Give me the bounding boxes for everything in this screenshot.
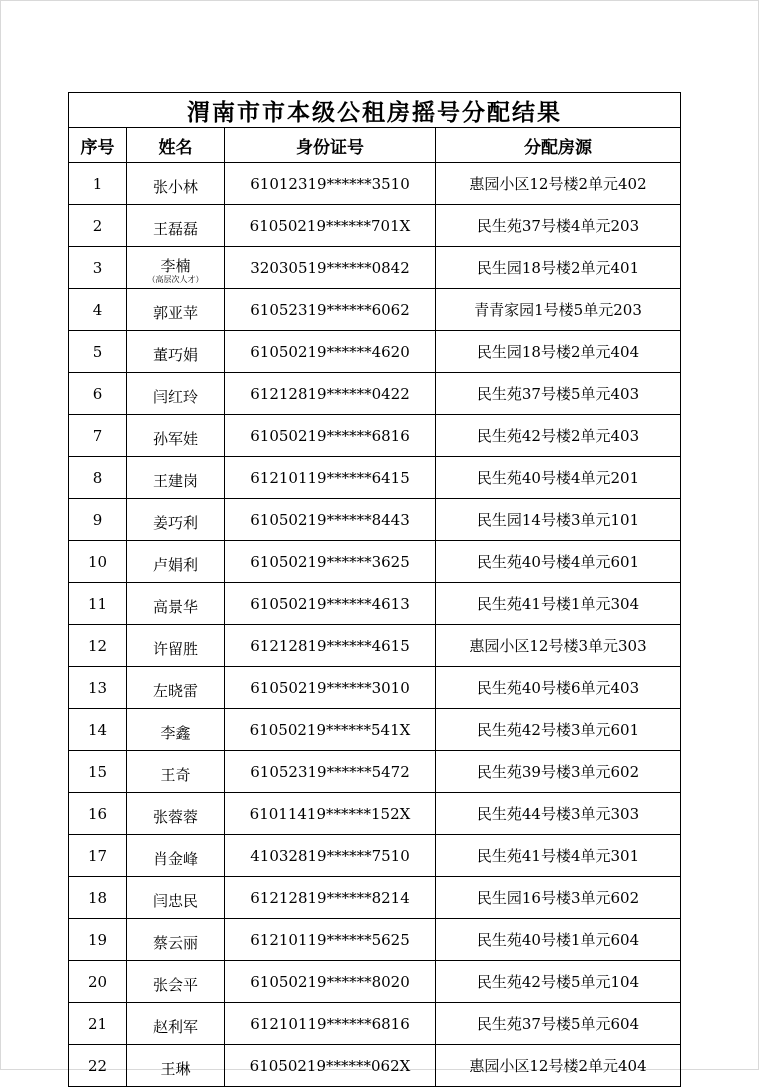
cell-house: 民生苑37号楼5单元403 (436, 373, 681, 415)
table-row (69, 583, 681, 625)
cell-seq: 12 (69, 625, 127, 667)
cell-id: 61050219******8020 (225, 961, 436, 1003)
header-house: 分配房源 (436, 128, 681, 163)
table-row (69, 331, 681, 373)
cell-id: 61050219******701X (225, 205, 436, 247)
cell-id: 61012319******3510 (225, 163, 436, 205)
table-row (69, 835, 681, 877)
cell-seq: 5 (69, 331, 127, 373)
name-note: （高层次人才） (147, 274, 204, 284)
table-row (69, 163, 681, 205)
name-text: 左晓雷 (152, 681, 198, 700)
cell-name (127, 331, 225, 373)
name-text: 肖金峰 (152, 849, 198, 868)
cell-name (127, 247, 225, 289)
cell-id: 32030519******0842 (225, 247, 436, 289)
cell-seq: 19 (69, 919, 127, 961)
cell-seq: 17 (69, 835, 127, 877)
cell-house: 惠园小区12号楼3单元303 (436, 625, 681, 667)
table-row (69, 247, 681, 289)
cell-name (127, 457, 225, 499)
name-text: 孙军娃 (152, 429, 198, 448)
cell-name (127, 541, 225, 583)
table-row (69, 793, 681, 835)
name-text: 赵利军 (152, 1017, 198, 1036)
name-text: 李楠 (160, 256, 191, 275)
cell-name (127, 373, 225, 415)
cell-house: 民生园18号楼2单元404 (436, 331, 681, 373)
table-row (69, 1045, 681, 1087)
cell-house: 民生苑42号楼5单元104 (436, 961, 681, 1003)
cell-seq: 10 (69, 541, 127, 583)
cell-id: 61050219******541X (225, 709, 436, 751)
cell-seq: 14 (69, 709, 127, 751)
table-row (69, 625, 681, 667)
cell-name (127, 1003, 225, 1045)
cell-name (127, 415, 225, 457)
cell-house: 民生苑42号楼2单元403 (436, 415, 681, 457)
table-row (69, 415, 681, 457)
cell-id: 61050219******4620 (225, 331, 436, 373)
table-row (69, 373, 681, 415)
name-text: 王奇 (160, 765, 191, 784)
cell-id: 61212819******8214 (225, 877, 436, 919)
cell-house: 民生苑44号楼3单元303 (436, 793, 681, 835)
cell-name (127, 625, 225, 667)
cell-name (127, 163, 225, 205)
cell-id: 61050219******3010 (225, 667, 436, 709)
cell-name (127, 583, 225, 625)
cell-house: 民生苑41号楼4单元301 (436, 835, 681, 877)
cell-id: 61050219******4613 (225, 583, 436, 625)
cell-name (127, 499, 225, 541)
cell-house: 惠园小区12号楼2单元402 (436, 163, 681, 205)
table-row (69, 499, 681, 541)
table-title: 渭南市市本级公租房摇号分配结果 (69, 93, 681, 128)
cell-house: 民生苑40号楼6单元403 (436, 667, 681, 709)
cell-id: 61011419******152X (225, 793, 436, 835)
table-row (69, 751, 681, 793)
name-text: 王建岗 (152, 471, 198, 490)
name-text: 张小林 (152, 177, 198, 196)
cell-name (127, 919, 225, 961)
allocation-table (68, 92, 681, 1087)
name-text: 张会平 (152, 975, 198, 994)
cell-seq: 9 (69, 499, 127, 541)
table-row (69, 877, 681, 919)
table-row (69, 1003, 681, 1045)
cell-id: 61050219******6816 (225, 415, 436, 457)
cell-id: 61052319******6062 (225, 289, 436, 331)
name-text: 高景华 (152, 597, 198, 616)
cell-seq: 3 (69, 247, 127, 289)
cell-name (127, 961, 225, 1003)
cell-id: 61210119******6415 (225, 457, 436, 499)
table-row (69, 205, 681, 247)
table-row (69, 457, 681, 499)
cell-house: 民生苑40号楼1单元604 (436, 919, 681, 961)
cell-house: 民生苑42号楼3单元601 (436, 709, 681, 751)
name-text: 郭亚苹 (152, 303, 198, 322)
cell-name (127, 667, 225, 709)
name-text: 王磊磊 (152, 219, 198, 238)
table-row (69, 709, 681, 751)
name-text: 姜巧利 (152, 513, 198, 532)
cell-id: 61050219******3625 (225, 541, 436, 583)
cell-id: 41032819******7510 (225, 835, 436, 877)
cell-name (127, 751, 225, 793)
cell-name (127, 1045, 225, 1087)
name-text: 闫忠民 (152, 891, 198, 910)
cell-id: 61210119******6816 (225, 1003, 436, 1045)
cell-house: 民生苑41号楼1单元304 (436, 583, 681, 625)
name-text: 卢娟利 (152, 555, 198, 574)
cell-name (127, 289, 225, 331)
cell-house: 民生苑37号楼5单元604 (436, 1003, 681, 1045)
cell-id: 61212819******4615 (225, 625, 436, 667)
cell-house: 民生苑40号楼4单元201 (436, 457, 681, 499)
header-row (69, 128, 681, 163)
header-id: 身份证号 (225, 128, 436, 163)
cell-name (127, 877, 225, 919)
name-text: 王琳 (160, 1059, 191, 1078)
cell-seq: 7 (69, 415, 127, 457)
cell-seq: 4 (69, 289, 127, 331)
cell-id: 61210119******5625 (225, 919, 436, 961)
cell-name (127, 835, 225, 877)
cell-house: 民生园14号楼3单元101 (436, 499, 681, 541)
table-row (69, 541, 681, 583)
cell-house: 民生园16号楼3单元602 (436, 877, 681, 919)
name-text: 蔡云丽 (152, 933, 198, 952)
cell-seq: 13 (69, 667, 127, 709)
name-text: 闫红玲 (152, 387, 198, 406)
table-row (69, 667, 681, 709)
cell-seq: 2 (69, 205, 127, 247)
cell-id: 61212819******0422 (225, 373, 436, 415)
table-body (69, 163, 681, 1087)
cell-seq: 11 (69, 583, 127, 625)
cell-house: 惠园小区12号楼2单元404 (436, 1045, 681, 1087)
cell-id: 61050219******8443 (225, 499, 436, 541)
cell-seq: 18 (69, 877, 127, 919)
cell-house: 民生苑37号楼4单元203 (436, 205, 681, 247)
cell-seq: 1 (69, 163, 127, 205)
table-row (69, 289, 681, 331)
cell-name (127, 793, 225, 835)
cell-seq: 22 (69, 1045, 127, 1087)
name-text: 董巧娟 (152, 345, 198, 364)
cell-seq: 20 (69, 961, 127, 1003)
header-name: 姓名 (127, 128, 225, 163)
cell-seq: 15 (69, 751, 127, 793)
cell-seq: 6 (69, 373, 127, 415)
header-seq: 序号 (69, 128, 127, 163)
cell-house: 民生苑39号楼3单元602 (436, 751, 681, 793)
cell-seq: 16 (69, 793, 127, 835)
cell-id: 61052319******5472 (225, 751, 436, 793)
table-row (69, 961, 681, 1003)
cell-house: 青青家园1号楼5单元203 (436, 289, 681, 331)
cell-name (127, 205, 225, 247)
cell-seq: 21 (69, 1003, 127, 1045)
name-text: 张蓉蓉 (152, 807, 198, 826)
cell-house: 民生园18号楼2单元401 (436, 247, 681, 289)
name-text: 许留胜 (152, 639, 198, 658)
table-row (69, 919, 681, 961)
name-text: 李鑫 (160, 723, 191, 742)
cell-name (127, 709, 225, 751)
cell-seq: 8 (69, 457, 127, 499)
cell-house: 民生苑40号楼4单元601 (436, 541, 681, 583)
cell-id: 61050219******062X (225, 1045, 436, 1087)
